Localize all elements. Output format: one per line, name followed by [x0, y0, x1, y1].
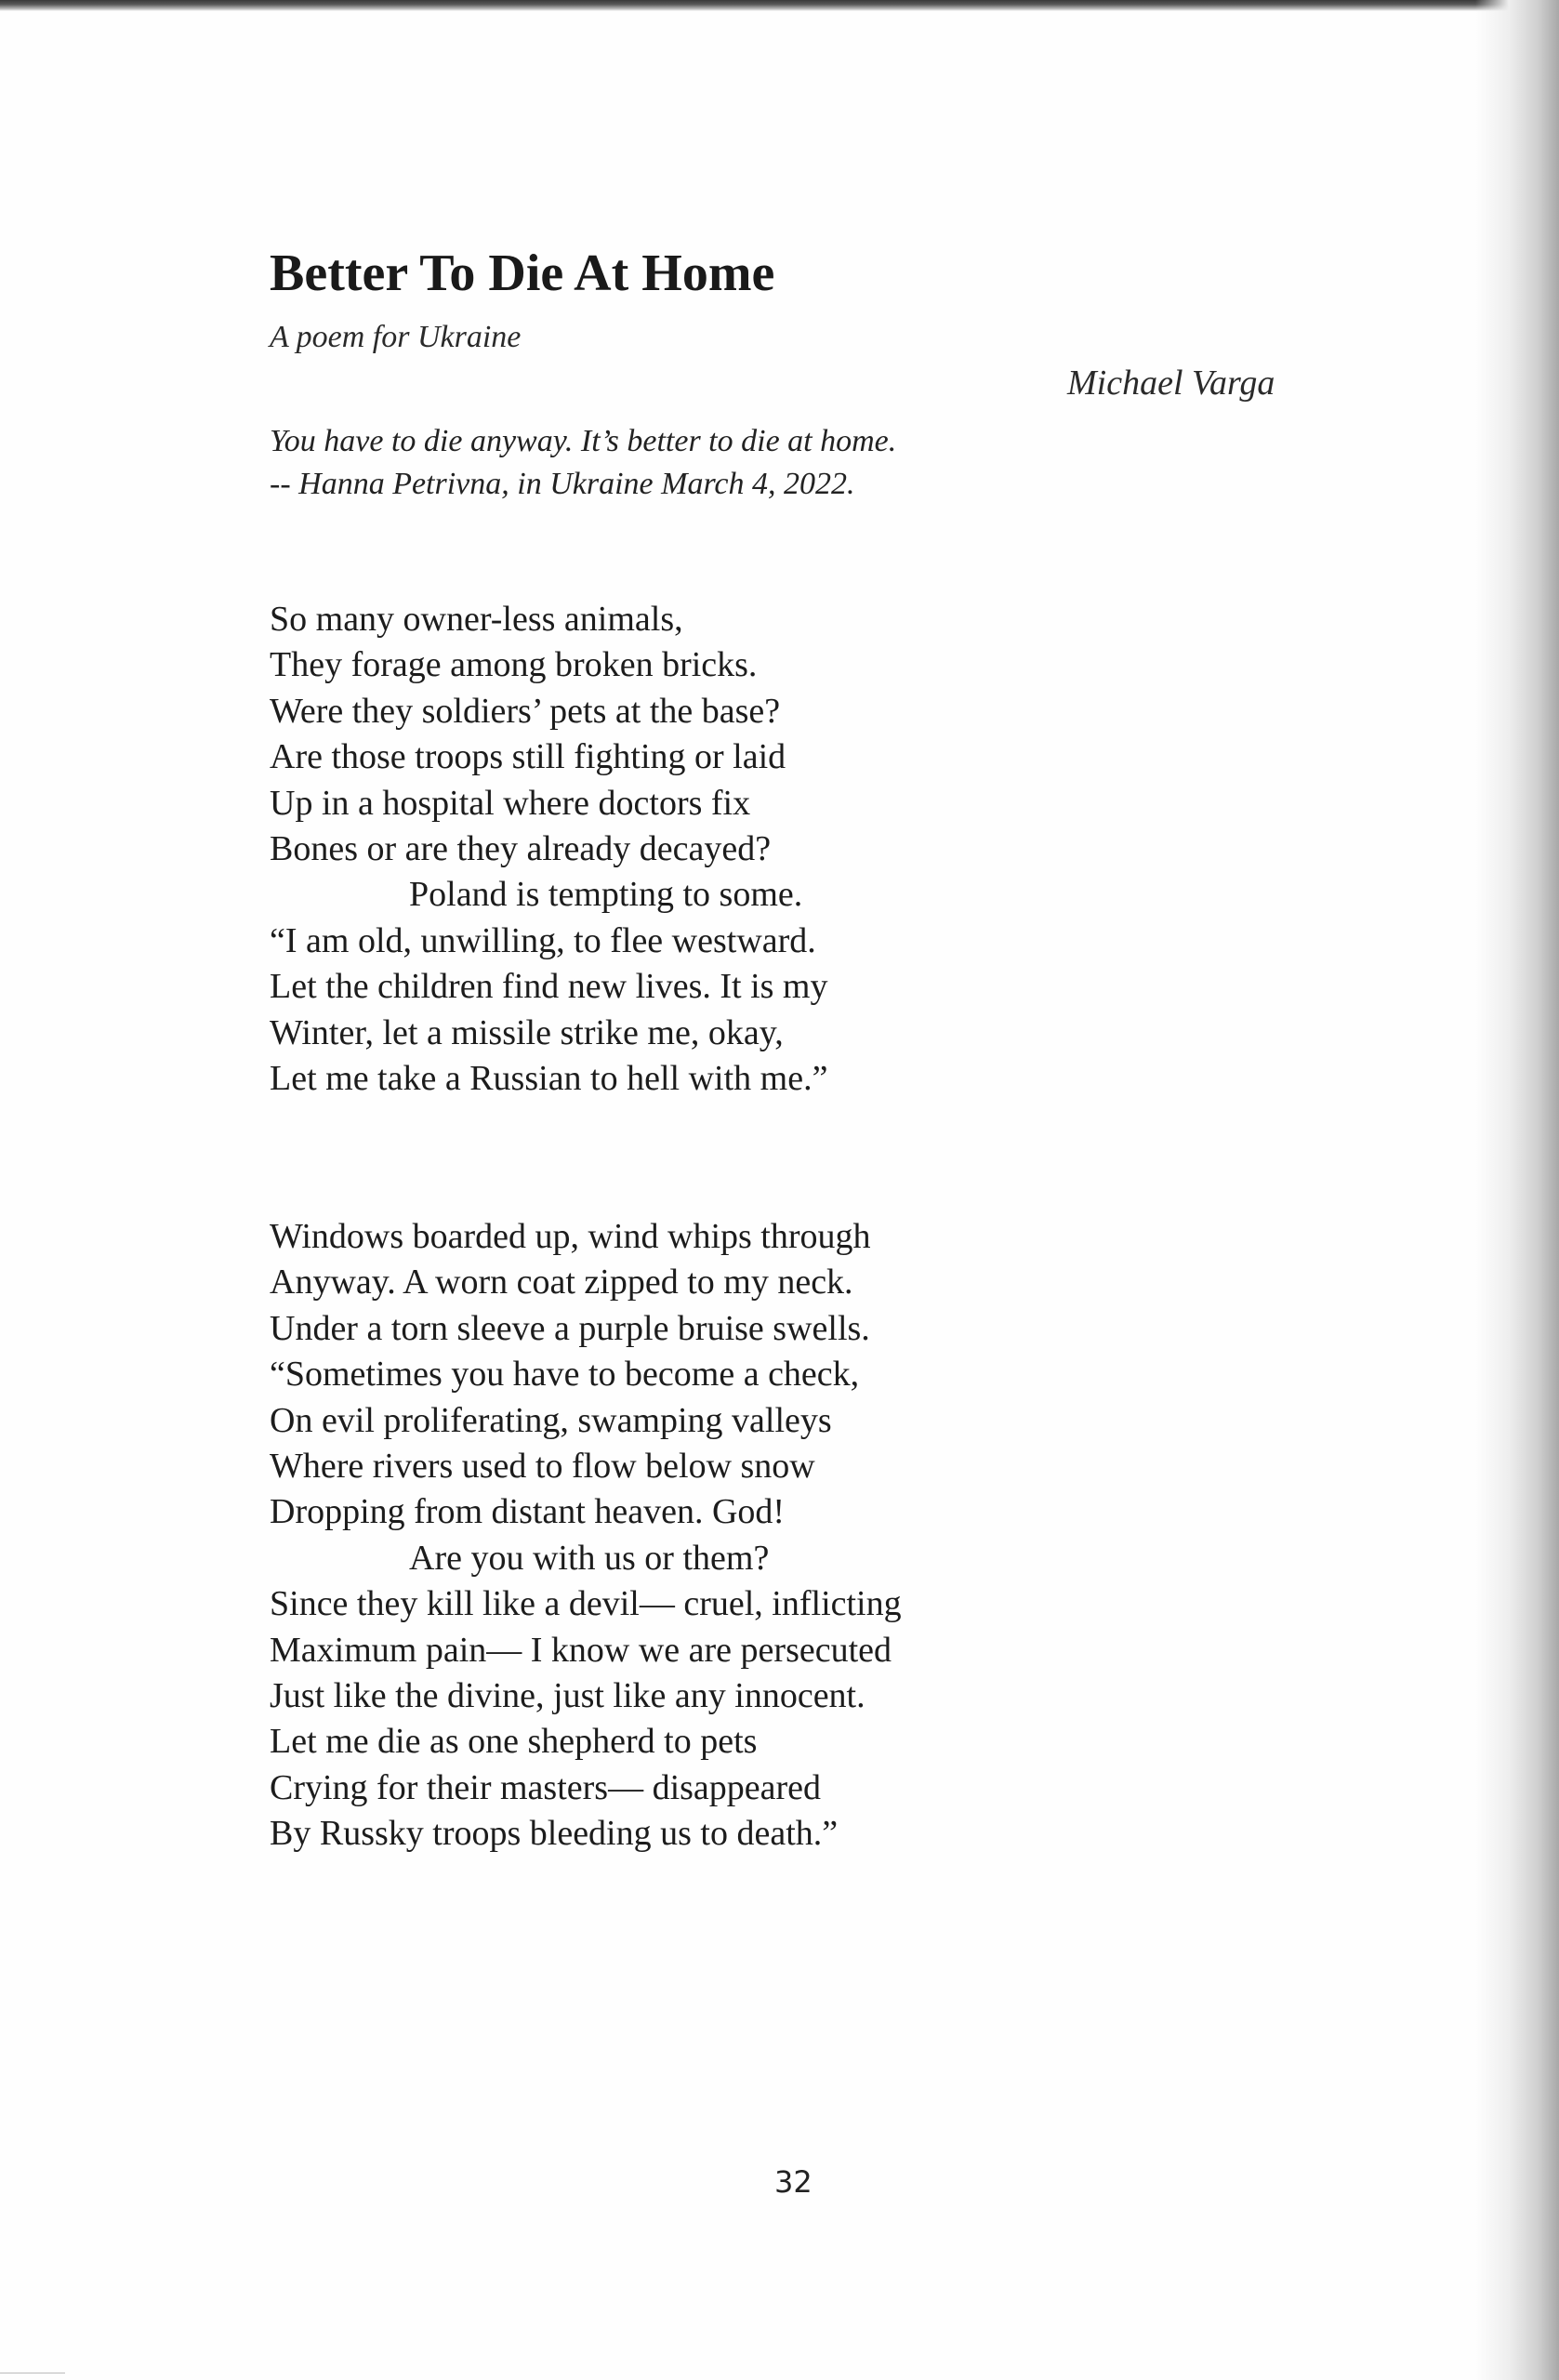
page-top-edge: [0, 0, 1559, 11]
poem-line-indented: Poland is tempting to some.: [409, 875, 803, 915]
poem-line: Winter, let a missile strike me, okay,: [270, 1012, 784, 1052]
poem-line: On evil proliferating, swamping valleys: [270, 1400, 832, 1440]
poem-line: So many owner-less animals,: [270, 600, 683, 639]
poem-line: Where rivers used to flow below snow: [270, 1446, 815, 1486]
poem-line: Let me take a Russian to hell with me.”: [270, 1058, 828, 1098]
poem-title: Better To Die At Home: [270, 245, 775, 302]
poem-line: “Sometimes you have to become a check,: [270, 1355, 860, 1395]
page-number: 32: [774, 2164, 813, 2200]
epigraph-quote: You have to die anyway. It’s better to die at home.: [270, 424, 897, 458]
poem-line: Bones or are they already decayed?: [270, 828, 772, 868]
poem-line: Are those troops still fighting or laid: [270, 737, 786, 777]
poem-line: Since they kill like a devil— cruel, inflicting: [270, 1584, 902, 1624]
poem-line: Maximum pain— I know we are persecuted: [270, 1630, 892, 1670]
epigraph: [270, 420, 896, 506]
poem-line: Were they soldiers’ pets at the base?: [270, 691, 781, 731]
poem-line: They forage among broken bricks.: [270, 645, 758, 685]
poem-line-indented: Are you with us or them?: [409, 1538, 770, 1578]
poem-line: Let me die as one shepherd to pets: [270, 1722, 758, 1762]
poem-author: Michael Varga: [1067, 364, 1275, 403]
poem-line: Anyway. A worn coat zipped to my neck.: [270, 1263, 853, 1302]
poem-line: Let the children find new lives. It is my: [270, 967, 828, 1007]
poem-line: Crying for their masters— disappeared: [270, 1767, 822, 1807]
poem-line: Under a torn sleeve a purple bruise swells.: [270, 1308, 870, 1348]
page-binding-shadow: [1475, 0, 1559, 2380]
poem-line: Dropping from distant heaven. God!: [270, 1492, 786, 1532]
stanza-2: [270, 1214, 902, 1857]
poem-line: Windows boarded up, wind whips through: [270, 1217, 871, 1256]
poem-line: “I am old, unwilling, to flee westward.: [270, 920, 816, 960]
poem-line: Up in a hospital where doctors fix: [270, 783, 751, 823]
stanza-1: [270, 597, 827, 1102]
epigraph-attribution: -- Hanna Petrivna, in Ukraine March 4, 2022.: [270, 467, 855, 501]
poem-line: By Russky troops bleeding us to death.”: [270, 1814, 839, 1854]
poem-subtitle: A poem for Ukraine: [270, 320, 522, 354]
poem-line: Just like the divine, just like any innocent.: [270, 1675, 865, 1715]
